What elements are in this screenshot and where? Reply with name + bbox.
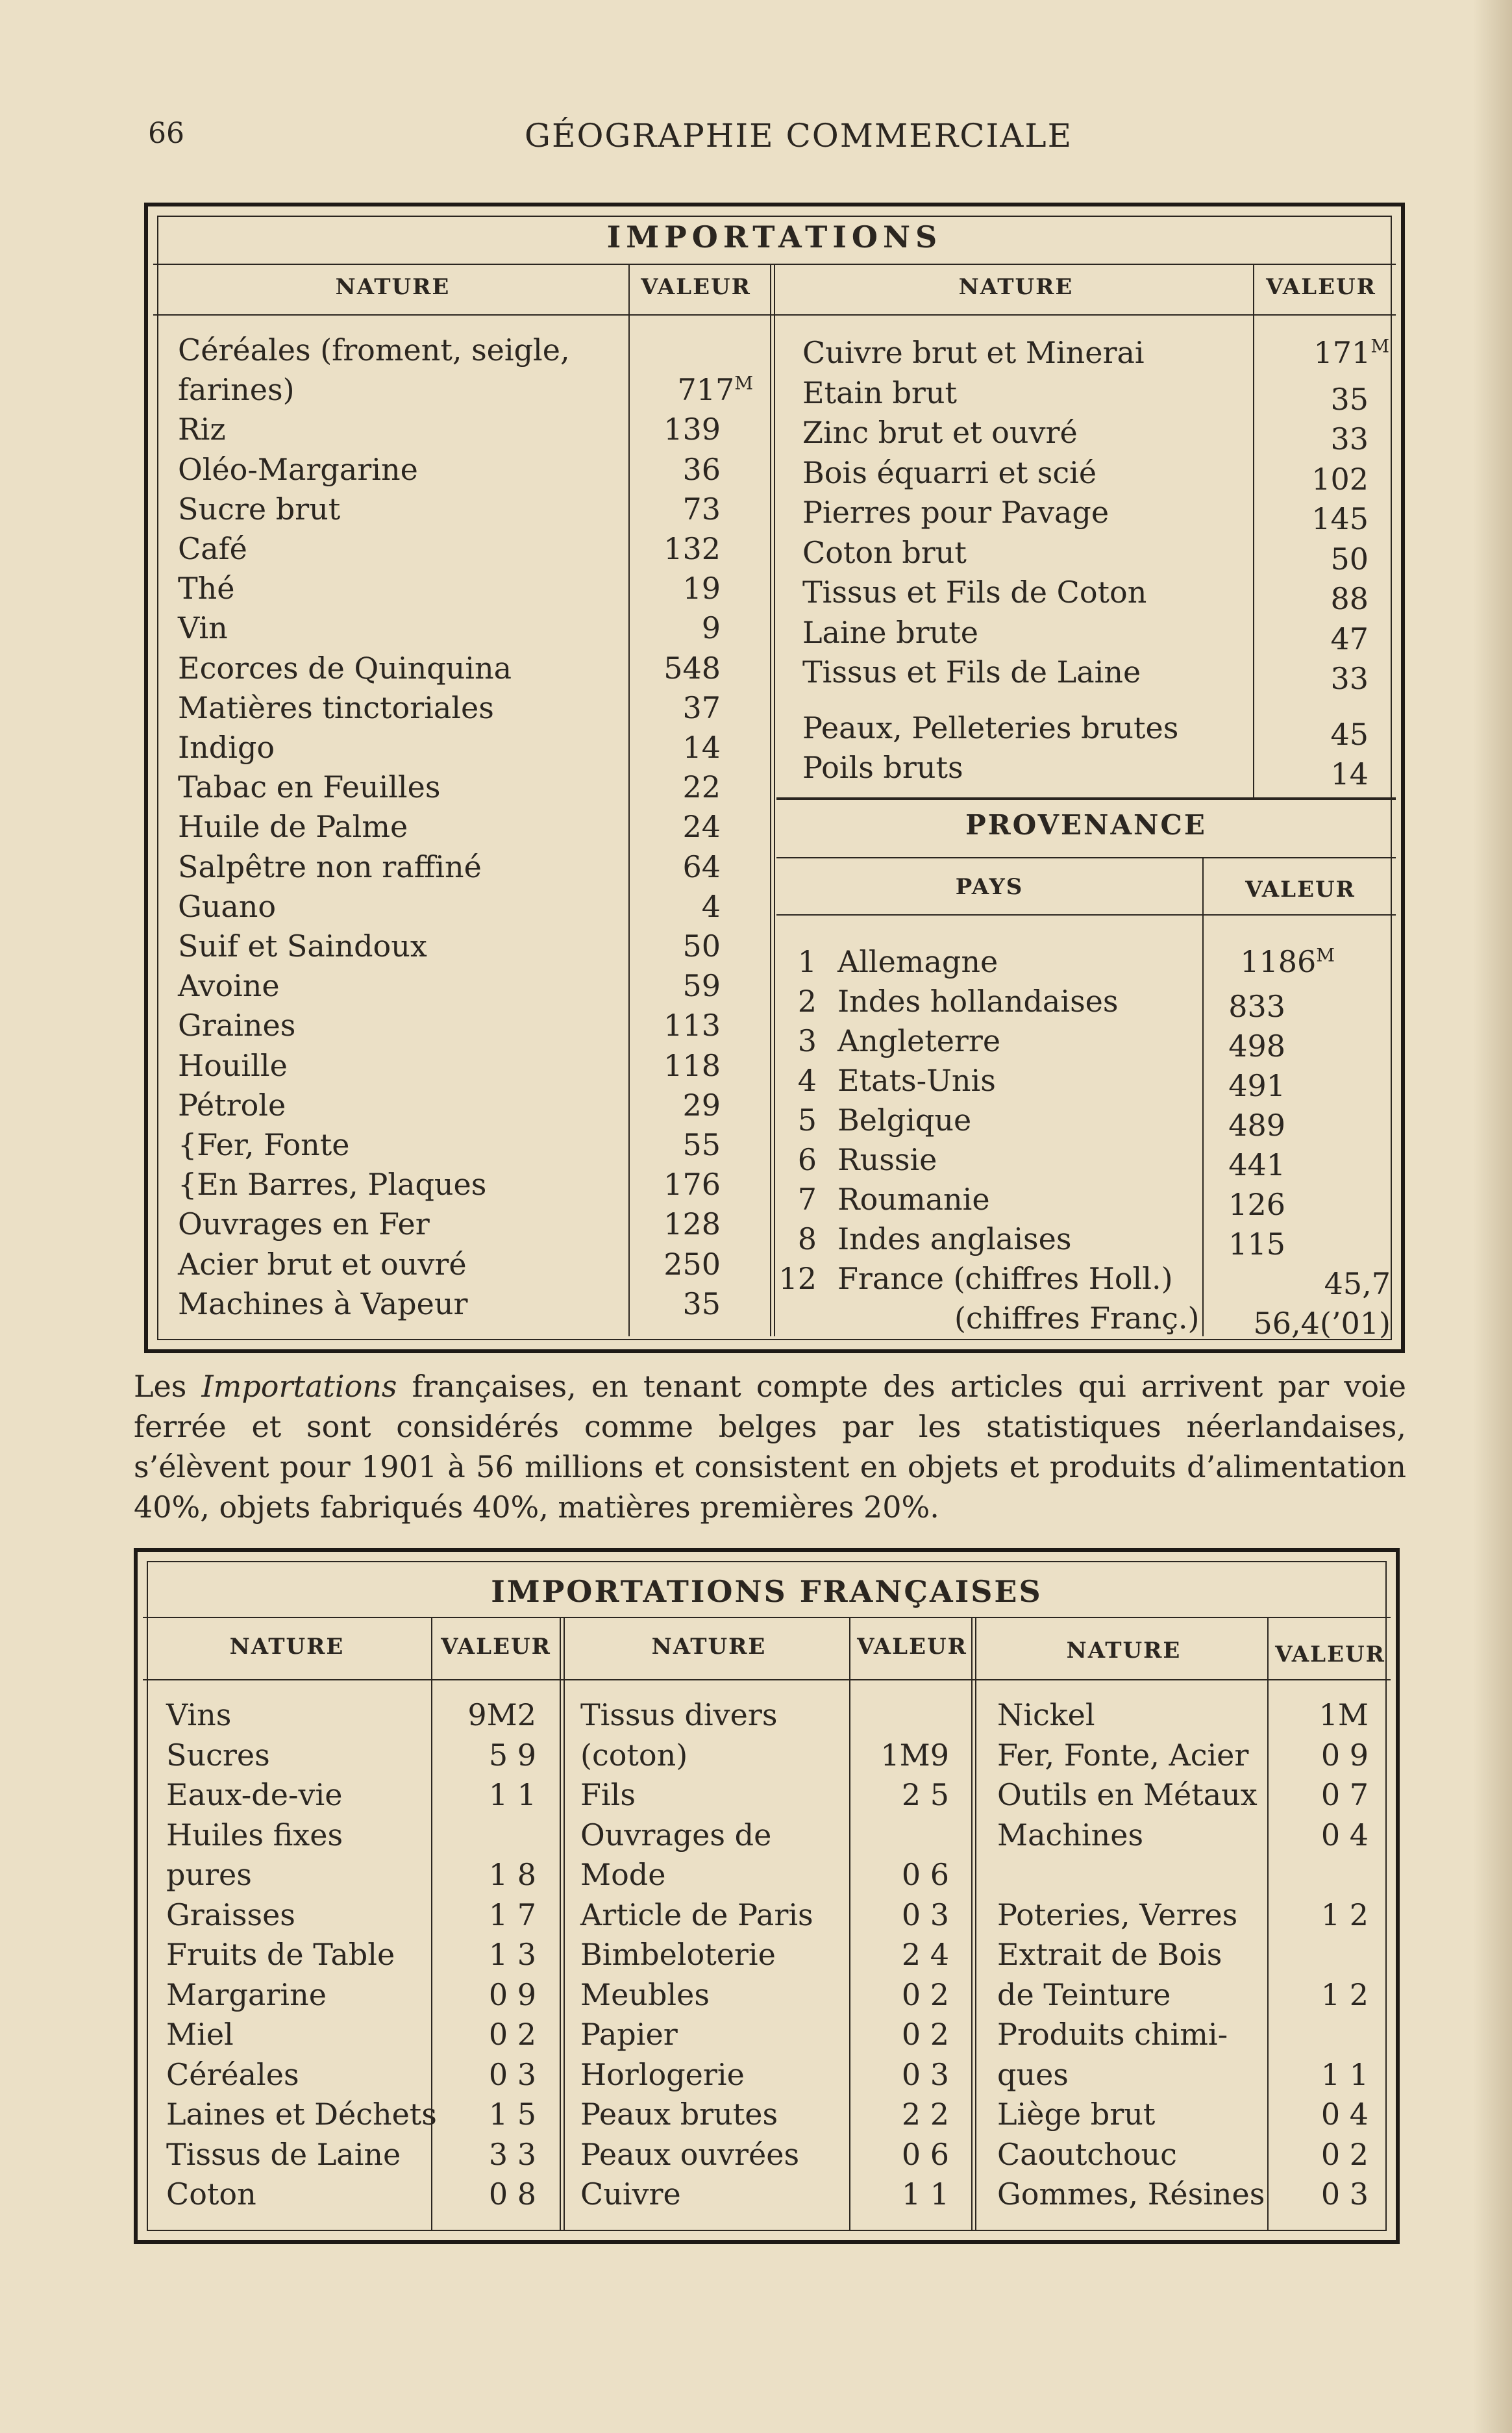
import-right-nature: Cuivre brut et Minerai: [802, 335, 1145, 370]
import-right-value: 35: [1330, 381, 1369, 417]
f-col3-header-valeur: VALEUR: [1275, 1641, 1385, 1667]
francaises-col2-value: 1M9: [880, 1737, 949, 1773]
provenance-country: (chiffres Franç.): [954, 1301, 1200, 1336]
francaises-col1-value: 1 3: [488, 1937, 536, 1972]
francaises-col2-value: 0 6: [901, 1857, 949, 1892]
import-left-nature: farines): [178, 372, 295, 408]
import-left-nature: Suif et Saindoux: [178, 929, 427, 964]
francaises-col2-value: 0 3: [901, 2056, 949, 2092]
import-left-nature: Machines à Vapeur: [178, 1286, 468, 1321]
import-left-value: 59: [682, 968, 721, 1004]
francaises-col3-value: 0 7: [1320, 1777, 1369, 1812]
page-number: 66: [148, 117, 184, 150]
import-left-value: 132: [663, 531, 721, 566]
import-right-nature: Coton brut: [802, 534, 967, 570]
import-left-nature: Acier brut et ouvré: [178, 1246, 467, 1282]
provenance-country: Angleterre: [837, 1023, 1001, 1058]
import-right-value: 102: [1311, 461, 1369, 497]
francaises-col3-nature: Nickel: [997, 1697, 1095, 1732]
import-left-nature: {Fer, Fonte: [178, 1127, 350, 1162]
provenance-rank: 1: [797, 944, 817, 979]
import-left-nature: Indigo: [178, 730, 275, 765]
francaises-col2-value: 2 5: [901, 1777, 949, 1812]
francaises-col1-nature: Margarine: [166, 1977, 327, 2012]
import-left-value: 29: [682, 1087, 721, 1123]
francaises-col2-nature: Horlogerie: [580, 2056, 745, 2092]
francaises-col1-nature: Eaux-de-vie: [166, 1777, 343, 1812]
para-pre: Les: [134, 1369, 202, 1404]
import-left-nature: Matières tinctoriales: [178, 690, 494, 725]
import-left-nature: Vin: [178, 610, 228, 646]
francaises-col3-value: 0 9: [1320, 1737, 1369, 1773]
francaises-col3-nature: Gommes, Résines: [997, 2177, 1265, 2212]
col-header-pays: PAYS: [955, 874, 1024, 900]
import-right-value: 88: [1330, 581, 1369, 616]
provenance-rank: 5: [797, 1103, 817, 1138]
import-left-value-number: 717: [677, 372, 735, 408]
import-right-value: 33: [1330, 421, 1369, 456]
import-left-nature: Guano: [178, 888, 277, 924]
col-divider-center: [770, 265, 775, 1336]
francaises-col3-value: 0 3: [1320, 2177, 1369, 2212]
import-left-value: 548: [663, 650, 721, 686]
francaises-col2-nature: (coton): [580, 1737, 688, 1773]
import-right-nature: Pierres pour Pavage: [802, 495, 1109, 530]
provenance-country: Russie: [837, 1142, 937, 1177]
import-right-value-unit: M: [1370, 335, 1389, 357]
provenance-value: 45,7: [1324, 1266, 1391, 1301]
import-left-nature: Pétrole: [178, 1087, 286, 1123]
francaises-col1-value: 1 5: [488, 2097, 536, 2132]
francaises-col3-nature: ques: [997, 2056, 1069, 2092]
importations-paragraph: [134, 1366, 1406, 1527]
francaises-col1-nature: Coton: [166, 2177, 256, 2212]
import-left-value: 14: [682, 730, 721, 765]
francaises-col2-value: 0 2: [901, 2017, 949, 2052]
para-post: françaises, en tenant compte des articles qui arrivent par voie ferrée et sont considérés comme belges par les statistiques néerlandaises, s’élèvent pour 1901 à 56 millions et consistent en objets et produits d’alimentation 40%, objets fabriqués 40%, matières premières 20%.: [134, 1369, 1406, 1525]
f-col2-header-valeur: VALEUR: [857, 1634, 967, 1660]
import-left-nature: Huile de Palme: [178, 809, 408, 845]
f-col3-header-nature: NATURE: [1066, 1638, 1182, 1664]
francaises-col2-nature: Bimbeloterie: [580, 1937, 776, 1972]
francaises-col1-value: 0 2: [488, 2017, 536, 2052]
francaises-col3-nature: Liège brut: [997, 2097, 1156, 2132]
francaises-title-divider: [143, 1617, 1391, 1618]
running-title: GÉOGRAPHIE COMMERCIALE: [525, 117, 1073, 155]
francaises-col3-value: 1 2: [1320, 1977, 1369, 2012]
francaises-col2-nature: Ouvrages de: [580, 1817, 772, 1853]
francaises-col3-nature: Machines: [997, 1817, 1144, 1853]
page-edge-shadow: [1473, 0, 1512, 2433]
import-right-value: 50: [1330, 541, 1369, 577]
page-header: [0, 117, 1512, 162]
import-left-value: 113: [663, 1008, 721, 1043]
francaises-col2-nature: Peaux brutes: [580, 2097, 778, 2132]
francaises-col3-nature: Extrait de Bois: [997, 1937, 1222, 1972]
provenance-country: Indes hollandaises: [837, 984, 1119, 1019]
import-left-nature: Riz: [178, 412, 226, 447]
f-col1-header-nature: NATURE: [229, 1634, 345, 1660]
import-left-value-unit: M: [734, 372, 753, 394]
import-right-nature: Zinc brut et ouvré: [802, 415, 1078, 450]
col-divider-left: [628, 265, 630, 1336]
francaises-col2-value: 2 2: [901, 2097, 949, 2132]
francaises-col2-value: 2 4: [901, 1937, 949, 1972]
col-header-valeur-provenance: VALEUR: [1245, 877, 1356, 903]
francaises-col2-nature: Fils: [580, 1777, 636, 1812]
import-left-value: 250: [663, 1246, 721, 1282]
import-left-value: 36: [682, 451, 721, 487]
francaises-col2-nature: Peaux ouvrées: [580, 2136, 800, 2172]
provenance-value-number: 1186: [1240, 944, 1317, 979]
f-div-3: [849, 1618, 850, 2230]
import-left-value: 50: [682, 929, 721, 964]
provenance-rank: 2: [797, 984, 817, 1019]
import-left-nature: Avoine: [178, 968, 280, 1004]
provenance-value: 833: [1228, 989, 1285, 1024]
import-left-value: 64: [682, 849, 721, 884]
francaises-col3-value: 1M: [1319, 1697, 1369, 1732]
provenance-rank: 6: [797, 1142, 817, 1177]
import-right-nature: Etain brut: [802, 375, 957, 410]
col-header-nature-right: NATURE: [958, 274, 1074, 300]
provenance-country: France (chiffres Holl.): [837, 1261, 1173, 1296]
francaises-col2-value: 0 3: [901, 1897, 949, 1932]
para-italic: Importations: [201, 1369, 397, 1404]
import-left-value: 176: [663, 1167, 721, 1203]
import-right-value: 145: [1311, 501, 1369, 536]
import-right-value: 45: [1330, 716, 1369, 752]
provenance-value: 126: [1228, 1187, 1285, 1222]
f-div-2: [560, 1618, 565, 2230]
francaises-col3-nature: Caoutchouc: [997, 2136, 1177, 2172]
francaises-col3-nature: Poteries, Verres: [997, 1897, 1238, 1932]
francaises-col3-nature: Produits chimi-: [997, 2017, 1228, 2052]
provenance-value: 115: [1228, 1227, 1285, 1262]
import-left-nature: Ecorces de Quinquina: [178, 650, 512, 686]
import-left-nature: {En Barres, Plaques: [178, 1167, 487, 1203]
francaises-col3-value: 0 4: [1320, 2097, 1369, 2132]
col-header-valeur-left: VALEUR: [641, 274, 751, 300]
provenance-title-divider: [776, 857, 1396, 858]
provenance-value: 56,4(’01): [1253, 1306, 1391, 1341]
francaises-col1-nature: pures: [166, 1857, 252, 1892]
f-div-5: [1267, 1618, 1269, 2230]
import-left-value: 128: [663, 1206, 721, 1242]
import-right-nature: Poils bruts: [802, 750, 963, 785]
import-left-nature: Sucre brut: [178, 491, 341, 527]
import-right-nature: Laine brute: [802, 614, 978, 650]
francaises-col2-value: 0 2: [901, 1977, 949, 2012]
import-left-nature: Houille: [178, 1047, 288, 1083]
f-col2-header-nature: NATURE: [651, 1634, 767, 1660]
francaises-col3-value: 0 4: [1320, 1817, 1369, 1853]
provenance-title: PROVENANCE: [965, 809, 1207, 841]
francaises-header-divider: [143, 1679, 1391, 1680]
provenance-rank: 7: [797, 1182, 817, 1217]
francaises-col3-value: 1 2: [1320, 1897, 1369, 1932]
import-left-value: 35: [682, 1286, 721, 1321]
francaises-col3-value: 0 2: [1320, 2136, 1369, 2172]
col-divider-right-upper: [1253, 265, 1254, 797]
francaises-col1-nature: Céréales: [166, 2056, 299, 2092]
import-right-value: 14: [1330, 756, 1369, 792]
f-div-4: [971, 1618, 976, 2230]
francaises-col2-nature: Meubles: [580, 1977, 710, 2012]
provenance-value: [1205, 944, 1335, 979]
provenance-value: 491: [1228, 1068, 1285, 1103]
import-left-nature: Tabac en Feuilles: [178, 769, 441, 805]
import-right-nature: Tissus et Fils de Laine: [802, 655, 1141, 690]
francaises-col1-value: 0 9: [488, 1977, 536, 2012]
import-left-nature: Café: [178, 531, 247, 566]
import-right-value: 47: [1330, 621, 1369, 656]
import-left-value: 24: [682, 809, 721, 845]
provenance-rank: 12: [778, 1261, 817, 1296]
francaises-col1-nature: Tissus de Laine: [166, 2136, 401, 2172]
import-right-value: 33: [1330, 661, 1369, 696]
col-header-valeur-right: VALEUR: [1266, 274, 1376, 300]
francaises-col3-value: 1 1: [1320, 2056, 1369, 2092]
francaises-col1-nature: Huiles fixes: [166, 1817, 343, 1853]
francaises-col2-nature: Article de Paris: [580, 1897, 813, 1932]
francaises-col1-value: 9M2: [467, 1697, 536, 1732]
provenance-country: Belgique: [837, 1103, 972, 1138]
provenance-col-divider: [1202, 858, 1204, 1336]
francaises-col3-nature: Outils en Métaux: [997, 1777, 1258, 1812]
import-left-nature: Salpêtre non raffiné: [178, 849, 482, 884]
francaises-col3-nature: Fer, Fonte, Acier: [997, 1737, 1249, 1773]
provenance-top-rule: [776, 797, 1396, 800]
importations-title: IMPORTATIONS: [606, 219, 943, 255]
francaises-col1-nature: Miel: [166, 2017, 234, 2052]
francaises-col1-nature: Graisses: [166, 1897, 295, 1932]
francaises-col2-nature: Cuivre: [580, 2177, 681, 2212]
import-left-value: 55: [682, 1127, 721, 1162]
provenance-country: Etats-Unis: [837, 1063, 996, 1098]
francaises-col1-value: 1 1: [488, 1777, 536, 1812]
provenance-rank: 8: [797, 1221, 817, 1256]
import-right-nature: Bois équarri et scié: [802, 455, 1097, 490]
import-left-nature: Ouvrages en Fer: [178, 1206, 430, 1242]
import-right-nature: Tissus et Fils de Coton: [802, 575, 1147, 610]
francaises-col2-nature: Papier: [580, 2017, 678, 2052]
francaises-col3-nature: de Teinture: [997, 1977, 1171, 2012]
provenance-country: Allemagne: [837, 944, 998, 979]
col-header-nature-left: NATURE: [335, 274, 451, 300]
provenance-country: Indes anglaises: [837, 1221, 1072, 1256]
provenance-value: 441: [1228, 1147, 1285, 1182]
import-left-value: 73: [682, 491, 721, 527]
import-left-value: 19: [682, 571, 721, 606]
francaises-col1-nature: Vins: [166, 1697, 232, 1732]
f-col1-header-valeur: VALEUR: [441, 1634, 551, 1660]
francaises-col1-value: 1 7: [488, 1897, 536, 1932]
francaises-col1-value: 1 8: [488, 1857, 536, 1892]
import-left-nature: Céréales (froment, seigle,: [178, 332, 570, 368]
francaises-col2-value: 1 1: [901, 2177, 949, 2212]
import-left-nature: Graines: [178, 1008, 296, 1043]
import-left-value: 22: [682, 769, 721, 805]
francaises-col1-value: 0 8: [488, 2177, 536, 2212]
import-left-value: 9: [701, 610, 721, 646]
francaises-col1-value: 3 3: [488, 2136, 536, 2172]
import-right-value-number: 171: [1313, 335, 1371, 370]
import-left-nature: Oléo-Margarine: [178, 451, 418, 487]
import-right-value: [1259, 335, 1389, 370]
francaises-col1-nature: Sucres: [166, 1737, 270, 1773]
import-left-value: [636, 372, 753, 407]
francaises-col2-nature: Tissus divers: [580, 1697, 778, 1732]
provenance-rank: 4: [797, 1063, 817, 1098]
import-left-value: 118: [663, 1047, 721, 1083]
provenance-value: 489: [1228, 1108, 1285, 1143]
francaises-col2-nature: Mode: [580, 1857, 666, 1892]
provenance-value: 498: [1228, 1029, 1285, 1064]
import-left-value: 4: [701, 888, 721, 924]
import-left-nature: Thé: [178, 571, 235, 606]
import-left-value: 139: [663, 412, 721, 447]
francaises-title: IMPORTATIONS FRANÇAISES: [491, 1574, 1043, 1609]
francaises-col1-nature: Fruits de Table: [166, 1937, 395, 1972]
import-right-nature: Peaux, Pelleteries brutes: [802, 710, 1179, 745]
provenance-rank: 3: [797, 1023, 817, 1058]
provenance-country: Roumanie: [837, 1182, 990, 1217]
francaises-col1-nature: Laines et Déchets: [166, 2097, 437, 2132]
provenance-value-unit: M: [1316, 944, 1335, 966]
francaises-col1-value: 5 9: [488, 1737, 536, 1773]
provenance-header-divider: [776, 914, 1396, 916]
francaises-col2-value: 0 6: [901, 2136, 949, 2172]
import-left-value: 37: [682, 690, 721, 725]
francaises-col1-value: 0 3: [488, 2056, 536, 2092]
